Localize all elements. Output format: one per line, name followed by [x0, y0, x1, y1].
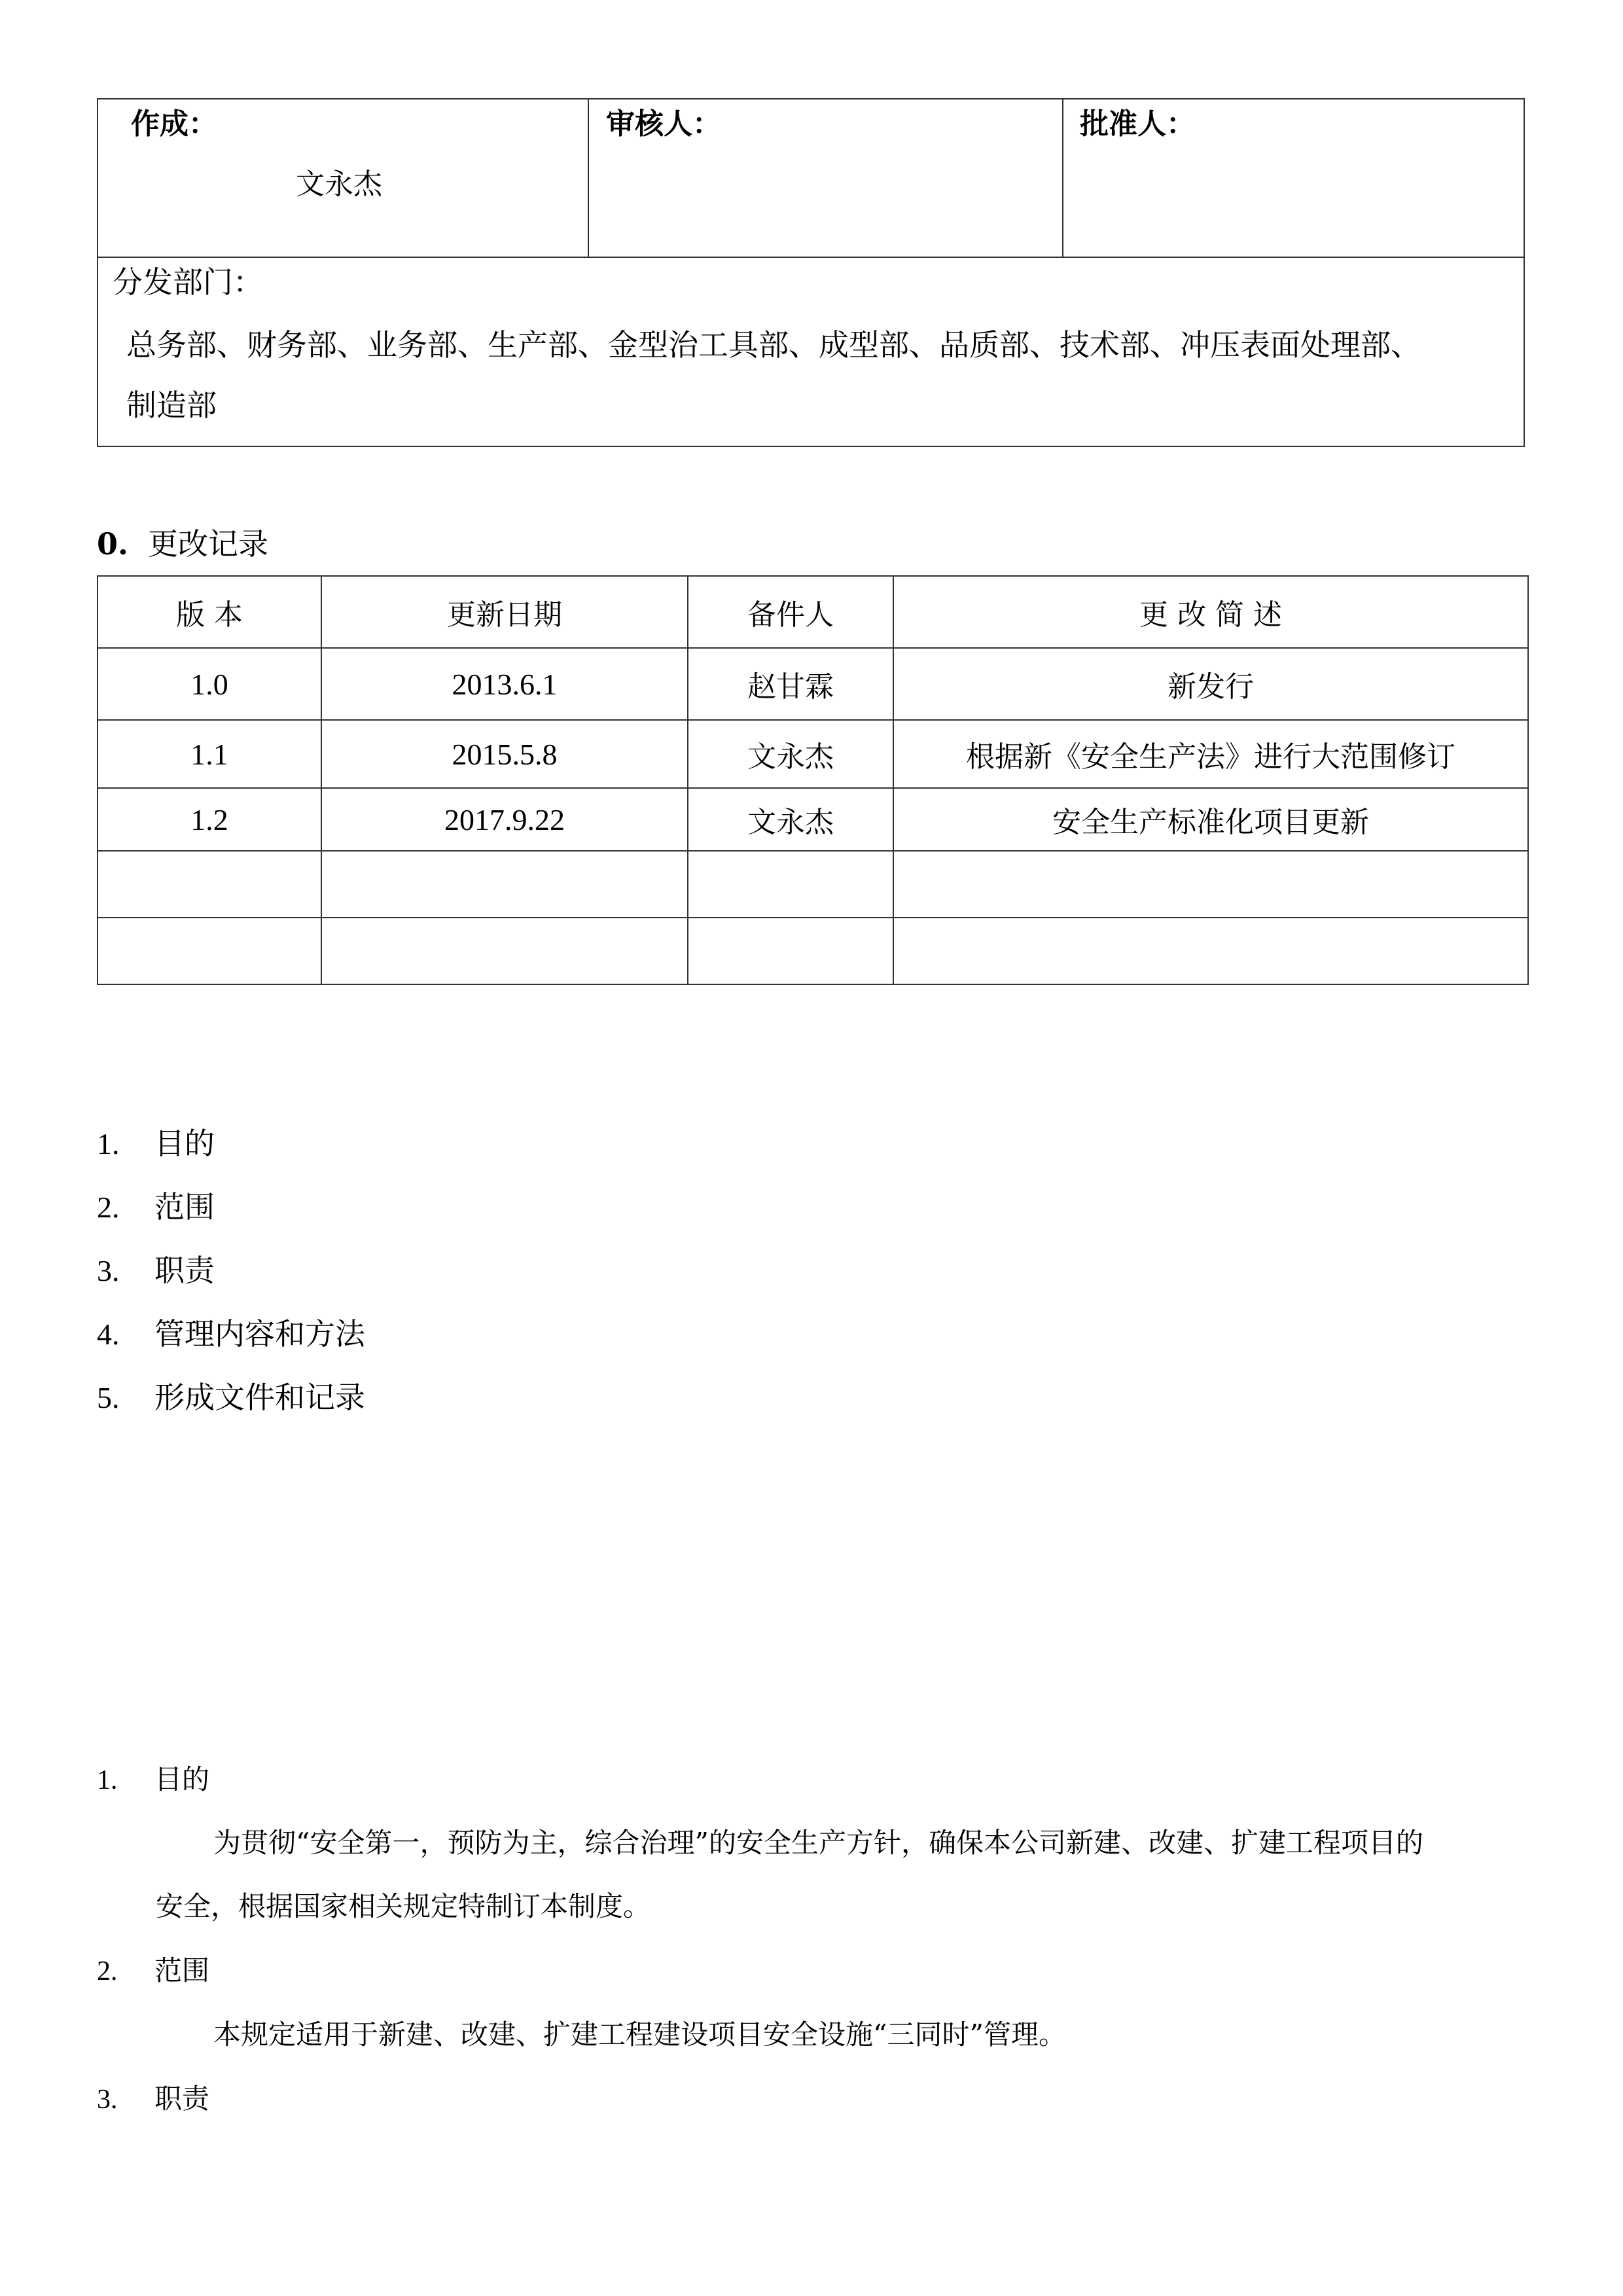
cell-version: 1.2 [98, 788, 321, 851]
outline-item [97, 1316, 365, 1352]
cell-summary [893, 851, 1528, 918]
header-version: 版 本 [98, 576, 321, 648]
table-row [98, 648, 1528, 720]
revision-heading-title: 更改记录 [148, 526, 269, 562]
section-heading-purpose [97, 1763, 210, 1795]
author-label: 作成： [131, 107, 217, 141]
distribution-list: 总务部、财务部、业务部、生产部、金型治工具部、成型部、品质部、技术部、冲压表面处理部、 [126, 327, 1421, 363]
section-heading-duties [97, 2085, 209, 2113]
outline-title: 范围 [154, 1189, 215, 1225]
cell-version [98, 851, 321, 918]
cell-person [688, 918, 893, 984]
section-title: 职责 [154, 2083, 210, 2115]
cell-date: 2013.6.1 [321, 648, 688, 720]
outline-number: 3. [97, 1254, 120, 1287]
table-row [98, 851, 1528, 918]
outline-item [97, 1189, 215, 1225]
cell-version: 1.1 [98, 720, 321, 788]
outline-item [97, 1255, 215, 1286]
header-person: 备件人 [688, 576, 893, 648]
cell-person: 文永杰 [688, 720, 893, 788]
revision-header-row [98, 576, 1528, 648]
outline-number: 4. [97, 1318, 120, 1351]
scope-paragraph: 本规定适用于新建、改建、扩建工程建设项目安全设施“三同时”管理。 [213, 2018, 1066, 2051]
cell-date: 2017.9.22 [321, 788, 688, 851]
cell-summary [893, 918, 1528, 984]
cell-summary: 新发行 [893, 648, 1528, 720]
section-number: 1. [97, 1765, 118, 1795]
purpose-paragraph-cont: 安全，根据国家相关规定特制订本制度。 [156, 1890, 651, 1922]
outline-title: 目的 [154, 1126, 215, 1161]
cell-version [98, 918, 321, 984]
cell-person [688, 851, 893, 918]
outline-item [97, 1382, 365, 1413]
distribution-label: 分发部门： [113, 264, 263, 300]
cell-date [321, 918, 688, 984]
approver-label: 批准人： [1080, 107, 1195, 141]
header-summary: 更 改 简 述 [893, 576, 1528, 648]
cell-person: 赵甘霖 [688, 648, 893, 720]
section-number: 3. [97, 2085, 118, 2115]
section-title: 目的 [154, 1763, 210, 1795]
revision-heading-number: 0. [97, 526, 129, 562]
cell-summary: 根据新《安全生产法》进行大范围修订 [893, 720, 1528, 788]
section-title: 范围 [154, 1954, 210, 1986]
outline-title: 职责 [154, 1253, 215, 1288]
outline-title: 形成文件和记录 [154, 1380, 365, 1415]
approval-divider [588, 99, 589, 257]
outline-item [97, 1128, 215, 1159]
approval-table [97, 98, 1525, 447]
revision-table [97, 575, 1529, 985]
cell-date: 2015.5.8 [321, 720, 688, 788]
section-heading-scope [97, 1954, 210, 1986]
cell-date [321, 851, 688, 918]
approval-divider [1062, 99, 1063, 257]
table-row [98, 918, 1528, 984]
table-row [98, 720, 1528, 788]
cell-person: 文永杰 [688, 788, 893, 851]
revision-heading [97, 526, 269, 562]
header-date: 更新日期 [321, 576, 688, 648]
section-number: 2. [97, 1956, 118, 1986]
outline-number: 2. [97, 1191, 120, 1224]
reviewer-label: 审核人： [606, 107, 721, 141]
outline-number: 1. [97, 1127, 120, 1160]
purpose-paragraph: 为贯彻“安全第一，预防为主，综合治理”的安全生产方针，确保本公司新建、改建、扩建工程项目的 [213, 1827, 1423, 1859]
cell-version: 1.0 [98, 648, 321, 720]
outline-number: 5. [97, 1381, 120, 1414]
author-name: 文永杰 [296, 168, 382, 201]
cell-summary: 安全生产标准化项目更新 [893, 788, 1528, 851]
outline-title: 管理内容和方法 [154, 1316, 365, 1352]
table-row [98, 788, 1528, 851]
distribution-list-cont: 制造部 [126, 387, 217, 423]
approval-divider [98, 257, 1524, 258]
